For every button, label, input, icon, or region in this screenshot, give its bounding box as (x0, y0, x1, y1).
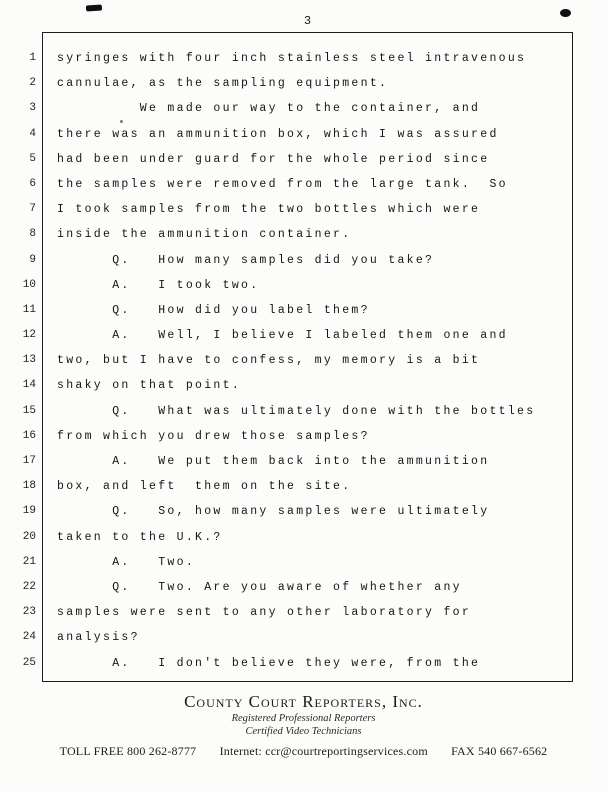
line-text: two, but I have to confess, my memory is a bit (57, 354, 481, 368)
line-number: 12 (22, 329, 36, 342)
transcript-line (22, 474, 566, 499)
line-text: taken to the U.K.? (57, 530, 223, 544)
line-text: Q. So, how many samples were ultimately (57, 505, 490, 519)
line-text: I took samples from the two bottles which were (57, 203, 481, 217)
transcript-box (22, 32, 573, 682)
transcript-line (22, 550, 566, 575)
transcript-line (22, 449, 566, 474)
line-text: syringes with four inch stainless steel intravenous (57, 52, 527, 65)
line-text: cannulae, as the sampling equipment. (57, 77, 389, 91)
transcript-line (22, 323, 566, 348)
transcript-line (22, 399, 566, 424)
line-number: 4 (29, 127, 36, 140)
line-text: analysis? (57, 631, 140, 645)
line-number: 3 (29, 102, 36, 115)
line-text: Q. Two. Are you aware of whether any (57, 580, 462, 594)
transcript-line (22, 499, 566, 524)
line-number: 25 (22, 656, 36, 669)
line-number: 2 (29, 77, 36, 90)
reporter-tagline-1: Registered Professional Reporters (231, 713, 376, 724)
transcript-line (22, 651, 566, 676)
transcript-line (22, 625, 566, 650)
transcript-line (29, 96, 566, 121)
fax-number: FAX 540 667-6562 (451, 744, 548, 758)
line-number: 17 (22, 455, 36, 467)
line-number: 10 (22, 278, 36, 291)
reporter-company-name: County Court Reporters, Inc. (184, 692, 423, 711)
line-text: there was an ammunition box, which I was assured (57, 127, 499, 141)
transcript-line (22, 525, 566, 550)
line-text: A. I took two. (57, 278, 260, 292)
line-number: 16 (22, 429, 36, 442)
transcript-lines (22, 46, 566, 676)
line-text: inside the ammunition container. (57, 228, 352, 242)
line-number: 13 (22, 354, 36, 367)
line-number: 24 (22, 631, 36, 644)
line-number: 23 (22, 606, 36, 619)
transcript-line (22, 298, 566, 323)
page-number: 3 (303, 14, 314, 28)
line-number: 1 (29, 52, 36, 64)
line-number: 18 (22, 480, 36, 493)
line-text: A. We put them back into the ammunition (57, 455, 490, 468)
line-text: Q. How many samples did you take? (57, 253, 435, 267)
transcript-line (22, 575, 566, 600)
transcript-line (22, 424, 566, 449)
line-number: 15 (22, 404, 36, 417)
transcript-line (29, 248, 566, 273)
line-number: 20 (22, 530, 36, 543)
line-text: from which you drew those samples? (57, 429, 370, 443)
line-number: 14 (22, 379, 36, 392)
transcript-line (29, 46, 566, 71)
line-text: A. Well, I believe I labeled them one and (57, 329, 508, 343)
line-number: 21 (22, 555, 36, 568)
transcript-line (29, 122, 566, 147)
line-text: shaky on that point. (57, 379, 242, 393)
line-text: A. Two. (57, 555, 196, 569)
line-text: had been under guard for the whole period since (57, 152, 490, 166)
transcript-line (29, 172, 566, 197)
transcript-line (22, 373, 566, 398)
line-number: 7 (29, 203, 36, 216)
line-text: the samples were removed from the large tank. So (57, 177, 508, 191)
toll-free-number: TOLL FREE 800 262-8777 (59, 744, 197, 758)
transcript-line (29, 197, 566, 222)
line-text: Q. How did you label them? (57, 303, 370, 317)
line-text: samples were sent to any other laboratory for (57, 606, 472, 620)
line-number: 6 (29, 177, 36, 190)
transcript-line (29, 71, 566, 96)
line-number: 8 (29, 228, 36, 241)
page-footer (0, 692, 607, 759)
transcript-line (22, 273, 566, 298)
line-number: 19 (22, 505, 36, 518)
line-text: Q. What was ultimately done with the bottles (57, 404, 536, 418)
line-number: 11 (22, 303, 36, 316)
transcript-line (22, 348, 566, 373)
transcript-line (29, 222, 566, 247)
line-number: 22 (22, 580, 36, 593)
line-number: 9 (29, 253, 36, 266)
transcript-line (22, 600, 566, 625)
line-text: box, and left them on the site. (57, 480, 352, 494)
line-text: We made our way to the container, and (57, 102, 481, 116)
internet-email: Internet: ccr@courtreportingservices.com (219, 744, 428, 758)
line-text: A. I don't believe they were, from the (57, 656, 481, 670)
line-number: 5 (29, 152, 36, 165)
reporter-tagline-2: Certified Video Technicians (245, 726, 362, 737)
transcript-line (29, 147, 566, 172)
scan-artifact (86, 4, 102, 11)
reporter-contact-line (0, 744, 607, 759)
